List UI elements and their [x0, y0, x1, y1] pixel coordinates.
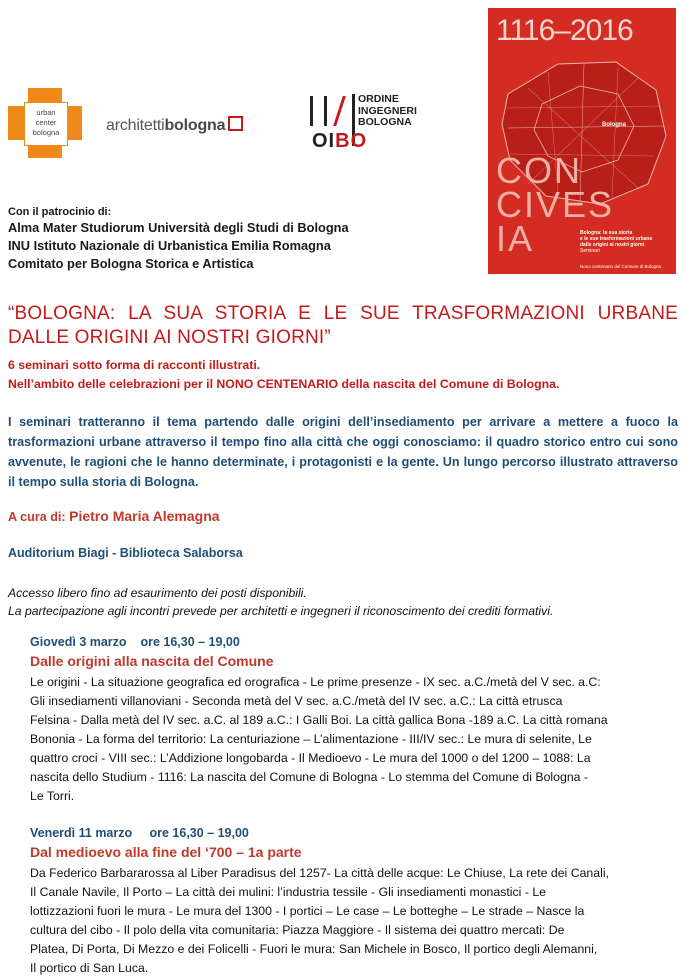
seminar-1-description [30, 673, 608, 806]
seminar-line: Le Torri. [30, 789, 75, 803]
curator-line [8, 508, 220, 524]
seminar-line: Il Canale Navile, Il Porto – La città dei mulini: l’industria tessile - Gli insediamenti monastici - Le [30, 885, 547, 899]
poster-caption-line: dalle origini ai nostri giorni [580, 242, 645, 248]
seminar-line: Bononia - La forma del territorio: La centuriazione – L’alimentazione - III/IV sec.: Le mura di selenite, Le [30, 732, 592, 746]
patron-entity: Alma Mater Studiorum Università degli Studi di Bologna [8, 220, 349, 235]
access-notes [8, 584, 678, 620]
patron-entity: Comitato per Bologna Storica e Artistica [8, 256, 254, 271]
urban-center-logo [8, 88, 82, 158]
architetti-bologna-logo [106, 116, 243, 135]
seminar-line: cultura del cibo - Il polo della vita comunitaria: Piazza Maggiore - Il sistema dei quattro mercati: De [30, 923, 565, 937]
poster-cives: CIVES [496, 184, 615, 225]
urban-center-logo-line1: urban [36, 108, 56, 117]
seminar-line: nascita dello Studium - 1116: La nascita del Comune di Bologna - Lo stemma del Comune di Bologna - [30, 770, 589, 784]
subtitle-block [8, 356, 559, 394]
intro-paragraph: I seminari tratteranno il tema partendo dalle origini dell’insediamento per arrivare a mettere a fuoco la trasformazioni urbane attraverso il tempo fino alla città che oggi conosciamo: il quadro storico entro cui sono avvenute, le ragioni che le hanno determinate, i protagonisti e la gente. Un lungo percorso illustrato attraverso il tempo sulla storia di Bologna. [8, 415, 678, 489]
seminar-line: Le origini - La situazione geografica ed orografica - Le prime presenze - IX sec. a.C./metà del V sec. a.C: [30, 675, 601, 689]
poster-footer: Nono centenario del Comune di Bologna [580, 264, 662, 269]
patronage-label: Con il patrocinio di: [8, 206, 112, 218]
seminar-line: Da Federico Barbararossa al Liber Paradisus del 1257- La città delle acque: Le Chiuse, La rete dei Canali, [30, 866, 609, 880]
seminar-1-date: Giovedì 3 marzo ore 16,30 – 19,00 [30, 635, 240, 649]
urban-center-logo-line2: center [35, 118, 57, 127]
document-title: “BOLOGNA: LA SUA STORIA E LE SUE TRASFORMAZIONI URBANE DALLE ORIGINI AI NOSTRI GIORNI” [8, 303, 678, 348]
poster-caption-line: e le sue trasformazioni urbane [580, 236, 653, 242]
poster-con: CON [496, 150, 582, 191]
note-line: La partecipazione agli incontri prevede per architetti e ingegneri il riconoscimento dei crediti formativi. [8, 604, 554, 618]
seminar-line: Felsina - Dalla metà del IV sec. a.C. al 189 a.C.: I Galli Boi. La città gallica Bona -189 a.C. La città romana [30, 713, 608, 727]
patron-entity: INU Istituto Nazionale di Urbanistica Emilia Romagna [8, 238, 331, 253]
poster-years: 1116–2016 [496, 14, 633, 47]
ordine-logo-line1: ORDINE [358, 93, 399, 105]
square-logo-icon [228, 116, 243, 131]
architetti-logo-prefix: architetti [106, 117, 165, 134]
patronage-block [8, 206, 349, 273]
poster-caption-line: Seminari [580, 248, 600, 254]
venue: Auditorium Biagi - Biblioteca Salaborsa [8, 546, 243, 560]
architetti-logo-bold: bologna [164, 117, 226, 134]
subtitle-line: Nell’ambito delle celebrazioni per il NONO CENTENARIO della nascita del Comune di Bologna. [8, 377, 560, 391]
poster-mirror-mark: IA [496, 218, 535, 259]
seminar-2-title: Dal medioevo alla fine del ‘700 – 1a parte [30, 844, 302, 860]
curator-name: Pietro Maria Alemagna [69, 508, 220, 524]
seminar-1-title: Dalle origini alla nascita del Comune [30, 653, 274, 669]
seminar-line: Gli insediamenti villanoviani - Seconda metà del V sec. a.C./metà del IV sec. a.C.: La città etrusca [30, 694, 563, 708]
seminar-line: Il portico di San Luca. [30, 961, 149, 975]
urban-center-logo-line3: bologna [32, 128, 60, 137]
oibo-bo: BO [335, 130, 368, 152]
seminar-line: Platea, Di Porta, Di Mezzo e dei Folicelli - Fuori le mura: San Michele in Bosco, Il portico degli Alemanni, [30, 942, 598, 956]
ordine-logo-line2: INGEGNERI [358, 104, 417, 117]
ordine-ingegneri-logo [306, 94, 416, 150]
curator-label: A cura di: [8, 510, 66, 524]
note-line: Accesso libero fino ad esaurimento dei posti disponibili. [8, 586, 307, 600]
seminar-line: lottizzazioni fuori le mura - Le mura del 1300 - I portici – Le case – Le botteghe – Le strade – Nasce la [30, 904, 585, 918]
oibo-oi: OI [312, 130, 336, 152]
seminar-2-date: Venerdì 11 marzo ore 16,30 – 19,00 [30, 826, 249, 840]
poster-caption-line: Bologna: la sua storia [580, 230, 633, 236]
subtitle-line: 6 seminari sotto forma di racconti illustrati. [8, 358, 261, 372]
seminar-line: quattro croci - VIII sec.: L’Addizione longobarda - Il Medioevo - Le mura del 1000 o del 1200 – 1088: La [30, 751, 591, 765]
seminar-2-description [30, 864, 609, 978]
poster-city-label: Bologna [602, 122, 626, 128]
event-poster [488, 8, 676, 274]
ordine-logo-line3: BOLOGNA [358, 116, 412, 128]
